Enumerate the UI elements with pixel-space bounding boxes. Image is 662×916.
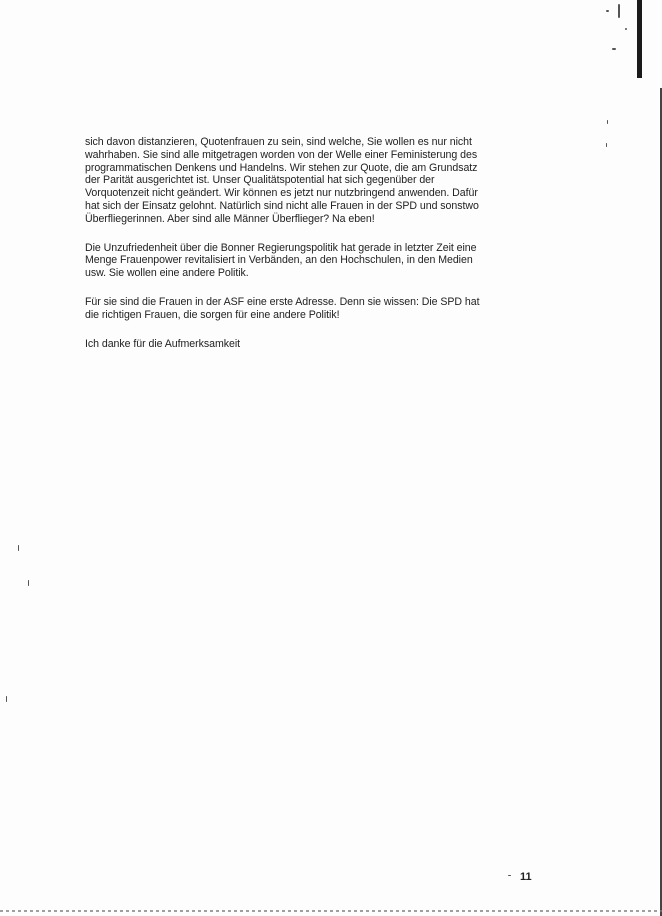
scan-speck	[28, 580, 29, 586]
paragraph-2	[85, 242, 540, 280]
scan-speck	[6, 696, 7, 702]
scan-speck	[606, 10, 609, 12]
scan-speck	[612, 48, 616, 50]
scan-speck	[618, 4, 620, 18]
text-line: die richtigen Frauen, die sorgen für eine andere Politik!	[85, 308, 340, 321]
scan-speck	[607, 120, 608, 124]
text-line: hat sich der Einsatz gelohnt. Natürlich sind nicht alle Frauen in der SPD und sonstwo	[85, 199, 479, 212]
scan-speck	[606, 143, 607, 147]
page-number: 11	[520, 871, 532, 883]
text-line: Menge Frauenpower revitalisiert in Verbänden, an den Hochschulen, in den Medien	[85, 254, 473, 267]
scan-bottom-edge	[0, 910, 662, 912]
scan-edge-mark	[637, 0, 642, 78]
paragraph-3	[85, 296, 540, 322]
scan-speck	[625, 28, 627, 30]
text-line: usw. Sie wollen eine andere Politik.	[85, 267, 249, 280]
text-line: Überfliegerinnen. Aber sind alle Männer Überflieger? Na eben!	[85, 212, 375, 225]
text-line: Ich danke für die Aufmerksamkeit	[85, 337, 241, 350]
paragraph-1	[85, 136, 540, 226]
text-line: Vorquotenzeit nicht geändert. Wir können es jetzt nur nutzbringend anwenden. Dafür	[85, 187, 478, 200]
paragraph-4	[85, 338, 540, 351]
text-line: Die Unzufriedenheit über die Bonner Regierungspolitik hat gerade in letzter Zeit eine	[85, 241, 477, 254]
text-line: sich davon distanzieren, Quotenfrauen zu sein, sind welche, Sie wollen es nur nicht	[85, 136, 472, 148]
text-line: programmatischen Denkens und Handelns. Wir stehen zur Quote, die am Grundsatz	[85, 161, 478, 174]
scan-speck	[508, 875, 511, 876]
scan-speck	[18, 545, 19, 551]
text-line: Für sie sind die Frauen in der ASF eine erste Adresse. Denn sie wissen: Die SPD hat	[85, 295, 480, 308]
text-line: wahrhaben. Sie sind alle mitgetragen worden von der Welle einer Feministerung des	[85, 148, 478, 161]
body-text	[85, 136, 540, 366]
text-line: der Parität ausgerichtet ist. Unser Qualitätspotential hat sich gegenüber der	[85, 174, 435, 187]
